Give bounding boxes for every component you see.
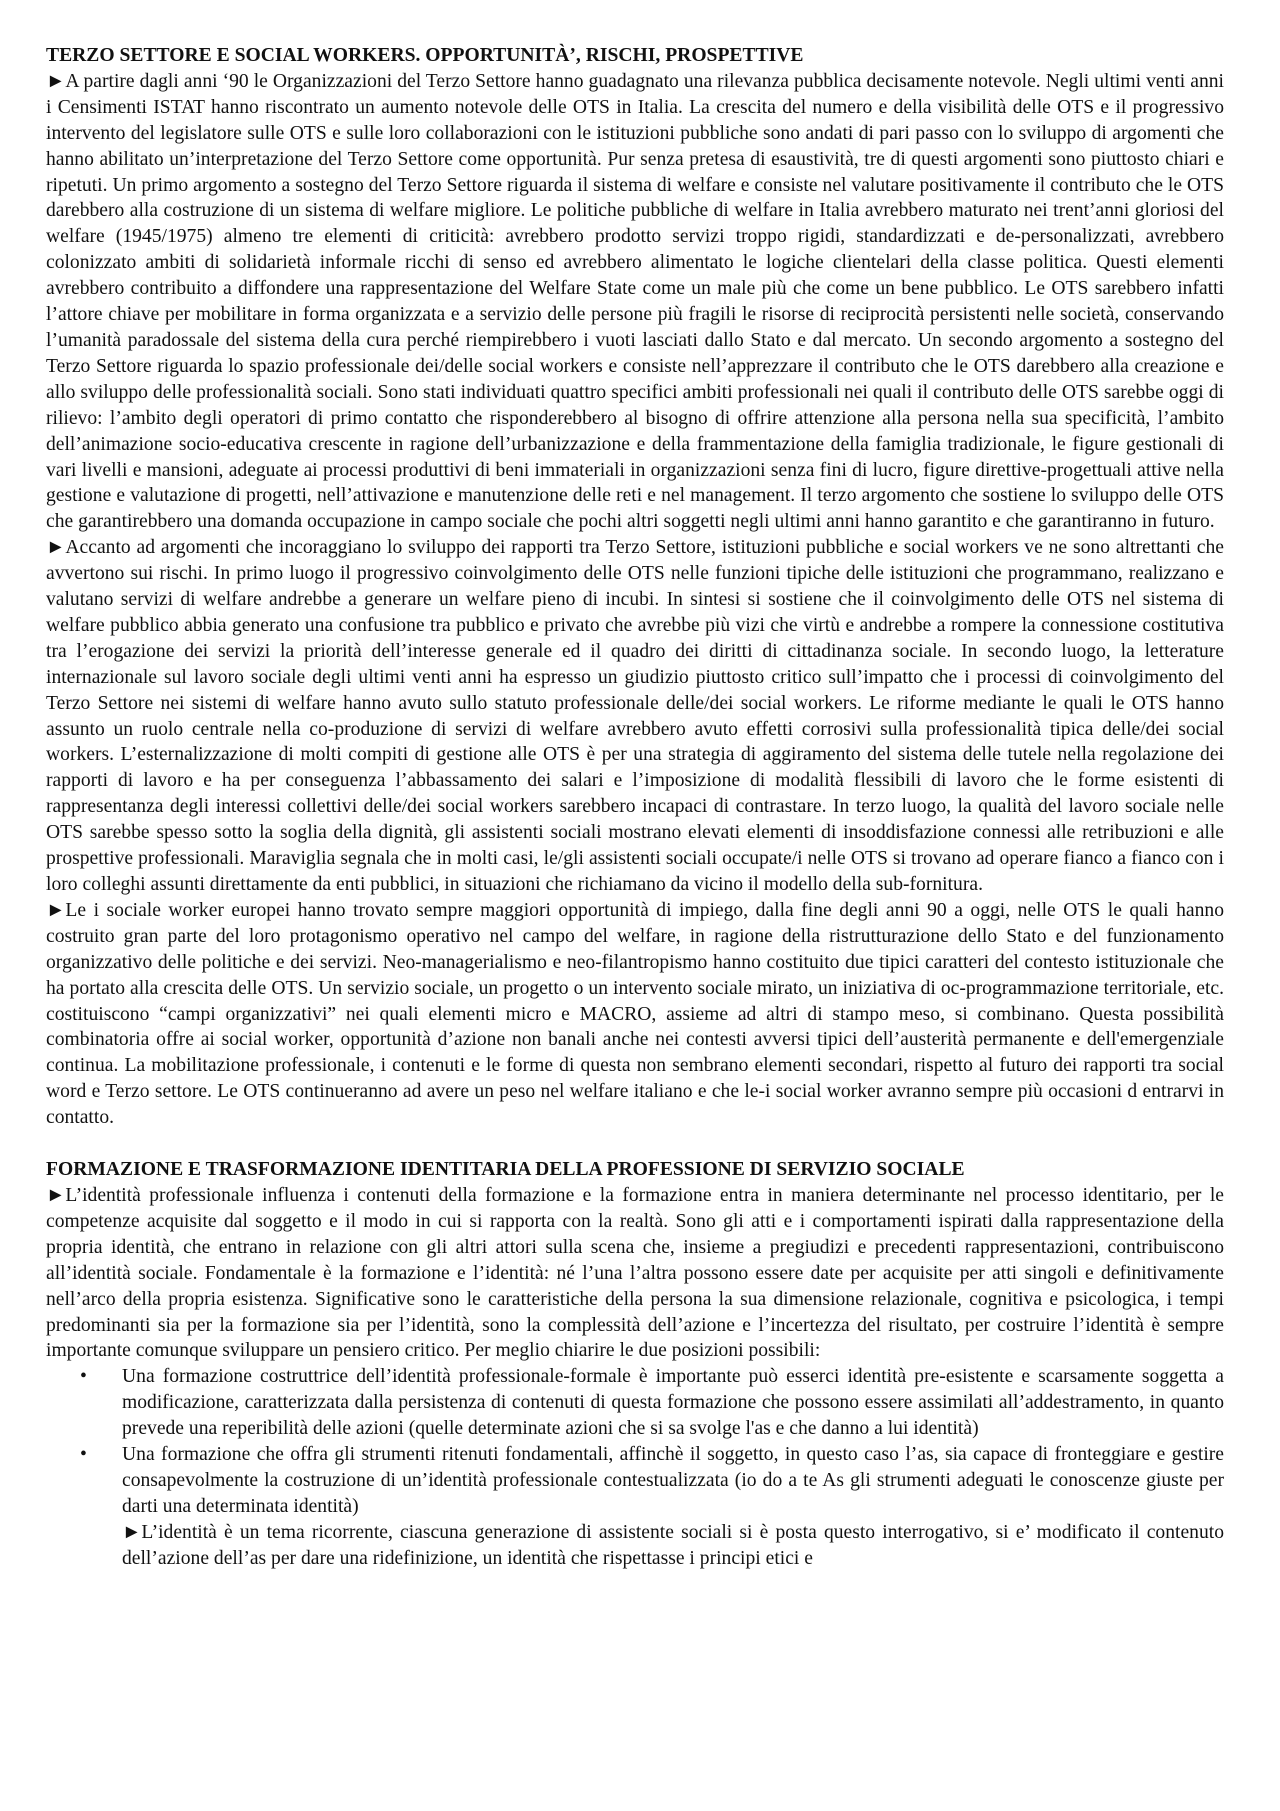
list-item (80, 1442, 1224, 1520)
bullet-icon: • (80, 1366, 87, 1388)
arrow-marker-icon: ► (46, 1184, 66, 1206)
arrow-marker-icon: ► (122, 1521, 142, 1543)
arrow-marker-icon: ► (46, 537, 66, 559)
section-heading-formazione: FORMAZIONE E TRASFORMAZIONE IDENTITARIA DELLA PROFESSIONE DI SERVIZIO SOCIALE (46, 1159, 965, 1181)
arrow-marker-icon: ► (46, 70, 66, 92)
section-heading-terzo-settore: TERZO SETTORE E SOCIAL WORKERS. OPPORTUNITÀ’, RISCHI, PROSPETTIVE (46, 45, 804, 66)
list-item-text: Una formazione costruttrice dell’identità professionale-formale è importante può esserci identità pre-esistente e scarsamente soggetta a modificazione, caratterizzata dalla persistenza di contenuti di questa formazione che possono essere assimilati all’addestramento, in quanto prevede una reperibilità delle azioni (quelle determinate azioni che si sa svolge l'as e che danno a lui identità) (122, 1366, 1224, 1440)
paragraph-5 (122, 1520, 1224, 1572)
paragraph-1-text: A partire dagli anni ‘90 le Organizzazioni del Terzo Settore hanno guadagnato una rilevanza pubblica decisamente notevole. Negli ultimi venti anni i Censimenti ISTAT hanno riscontrato un aumento notevole delle OTS in Italia. La crescita del numero e della visibilità delle OTS e il progressivo intervento del legislatore sulle OTS e sulle loro collaborazioni con le istituzioni pubbliche sono andati di pari passo con lo sviluppo di argomenti che hanno abilitato un’interpretazione del Terzo Settore come opportunità. Pur senza pretesa di esaustività, tre di questi argomenti sono piuttosto chiari e ripetuti. Un primo argomento a sostegno del Terzo Settore riguarda il sistema di welfare e consiste nel valutare positivamente il contributo che le OTS darebbero alla costruzione di un sistema di welfare migliore. Le politiche pubbliche di welfare in Italia avrebbero maturato nei trent’anni gloriosi del welfare (1945/1975) almeno tre elementi di criticità: avrebbero prodotto servizi troppo rigidi, standardizzati e de-personalizzati, avrebbero colonizzato ambiti di solidarietà informale ricchi di senso ed avrebbero alimentato le logiche clientelari della classe politica. Questi elementi avrebbero contribuito a diffondere una rappresentazione del Welfare State come un male più che come un bene pubblico. Le OTS sarebbero infatti l’attore chiave per mobilitare in forma organizzata e a servizio delle persone più fragili le risorse di reciprocità persistenti nelle società, conservando l’umanità paradossale del sistema della cura perché riempirebbero i vuoti lasciati dallo Stato e dal mercato. Un secondo argomento a sostegno del Terzo Settore riguarda lo spazio professionale dei/delle social workers e consiste nell’apprezzare il contributo che le OTS darebbero alla creazione e allo sviluppo delle professionalità sociali. Sono stati individuati quattro specifici ambiti professionali nei quali il contributo delle OTS sarebbe oggi di rilievo: l’ambito degli operatori di primo contatto che risponderebbero al bisogno di offrire attenzione alla persona nella sua specificità, l’ambito dell’animazione socio-educativa crescente in ragione dell’urbanizzazione e della frammentazione della famiglia tradizionale, le figure gestionali di vari livelli e mansioni, adeguate ai processi produttivi di beni immateriali in organizzazioni senza fini di lucro, figure direttive-progettuali attive nella gestione e valutazione di progetti, nell’attivazione e manutenzione delle reti e nel management. Il terzo argomento che sostiene lo sviluppo delle OTS che garantirebbero una domanda occupazione in campo sociale che pochi altri soggetti negli ultimi anni hanno garantito e che garantiranno in futuro. (46, 70, 1224, 533)
list-item-text: Una formazione che offra gli strumenti ritenuti fondamentali, affinchè il soggetto, in questo caso l’as, sia capace di fronteggiare e gestire consapevolmente la costruzione di un’identità professionale contestualizzata (io do a te As gli strumenti adeguati le conoscenze giuste per darti una determinata identità) (122, 1444, 1224, 1517)
paragraph-3-text: Le i sociale worker europei hanno trovato sempre maggiori opportunità di impiego, dalla fine degli anni 90 a oggi, nelle OTS le quali hanno costruito gran parte del loro protagonismo operativo nel campo del welfare, in ragione della ristrutturazione dello Stato e del funzionamento organizzativo delle politiche e dei servizi. Neo-managerialismo e neo-filantropismo hanno costituito due tipici caratteri del contesto istituzionale che ha portato alla crescita delle OTS. Un servizio sociale, un progetto o un intervento sociale mirato, un iniziativa di oc-programmazione territoriale, etc. costituiscono “campi organizzativi” nei quali elementi micro e MACRO, assieme ad altri di stampo meso, si combinano. Questa possibilità combinatoria offre ai social worker, opportunità d’azione non banali anche nei contesti avversi tipici dell’austerità permanente e dell'emergenziale continua. La mobilitazione professionale, i contenuti e le forme di questa non sembrano elementi secondari, rispetto al futuro dei rapporti tra social word e Terzo settore. Le OTS continueranno ad avere un peso nel welfare italiano e che le-i social worker avranno sempre più occasioni d entrarvi in contatto. (46, 899, 1224, 1129)
bullet-list (46, 1364, 1224, 1519)
paragraph-1 (46, 69, 1224, 535)
paragraph-4-text: L’identità professionale influenza i contenuti della formazione e la formazione entra in maniera determinante nel processo identitario, per le competenze acquisite dal soggetto e il modo in cui si rapporta con la realtà. Sono gli atti e i comportamenti ispirati dalla rappresentazione della propria identità, che entrano in relazione con gli altri attori sulla scena che, insieme a pregiudizi e precedenti rappresentazioni, contribuiscono all’identità sociale. Fondamentale è la formazione e l’identità: né l’una l’altra possono essere date per acquisite per atti singoli e definitivamente nell’arco della propria esistenza. Significative sono le caratteristiche della persona la sua dimensione relazionale, cognitiva e psicologica, i tempi predominanti sia per la formazione sia per l’identità, sono la complessità dell’azione e l’incertezza del risultato, per costruire l’identità è sempre importante comunque sviluppare un pensiero critico. Per meglio chiarire le due posizioni possibili: (46, 1184, 1224, 1362)
list-item (80, 1364, 1224, 1442)
paragraph-5-text: L’identità è un tema ricorrente, ciascuna generazione di assistente sociali si è posta questo interrogativo, si e’ modificato il contenuto dell’azione dell’as per dare una ridefinizione, un identità che rispettasse i principi etici e (122, 1521, 1224, 1569)
paragraph-3 (46, 898, 1224, 1131)
paragraph-2 (46, 535, 1224, 898)
section-spacer (46, 1131, 1224, 1157)
arrow-marker-icon: ► (46, 899, 66, 921)
paragraph-2-text: Accanto ad argomenti che incoraggiano lo sviluppo dei rapporti tra Terzo Settore, istituzioni pubbliche e social workers ve ne sono altrettanti che avvertono sui rischi. In primo luogo il progressivo coinvolgimento delle OTS nelle funzioni tipiche delle istituzioni che programmano, realizzano e valutano servizi di welfare andrebbe a generare un welfare pieno di incubi. In sintesi si sostiene che il coinvolgimento delle OTS nel sistema di welfare pubblico abbia generato una confusione tra pubblico e privato che avrebbe più vizi che virtù e andrebbe a rompere la connessione costitutiva tra l’erogazione dei servizi la priorità dell’interesse generale ed il quadro dei diritti di cittadinanza sociale. In secondo luogo, la letterature internazionale sul lavoro sociale degli ultimi venti anni ha espresso un giudizio piuttosto critico sull’impatto che i processi di coinvolgimento del Terzo Settore nei sistemi di welfare hanno avuto sullo statuto professionale delle/dei social workers. Le riforme mediante le quali le OTS hanno assunto un ruolo centrale nella co-produzione di servizi di welfare avrebbero avuto effetti corrosivi sulla professionalità tipica delle/dei social workers. L’esternalizzazione di molti compiti di gestione alle OTS è per una strategia di aggiramento del sistema delle tutele nella regolazione dei rapporti di lavoro e ha per conseguenza l’abbassamento dei salari e l’imposizione di modalità flessibili di lavoro che le forme esistenti di rappresentanza degli interessi collettivi delle/dei social workers sarebbero incapaci di contrastare. In terzo luogo, la qualità del lavoro sociale nelle OTS sarebbe spesso sotto la soglia della dignità, gli assistenti sociali mostrano elevati elementi di insoddisfazione connessi alle retribuzioni e alle prospettive professionali. Maraviglia segnala che in molti casi, le/gli assistenti sociali occupate/i nelle OTS si trovano ad operare fianco a fianco con i loro colleghi assunti direttamente da enti pubblici, in situazioni che richiamano da vicino il modello della sub-fornitura. (46, 537, 1224, 895)
paragraph-4 (46, 1183, 1224, 1364)
bullet-icon: • (80, 1444, 87, 1466)
